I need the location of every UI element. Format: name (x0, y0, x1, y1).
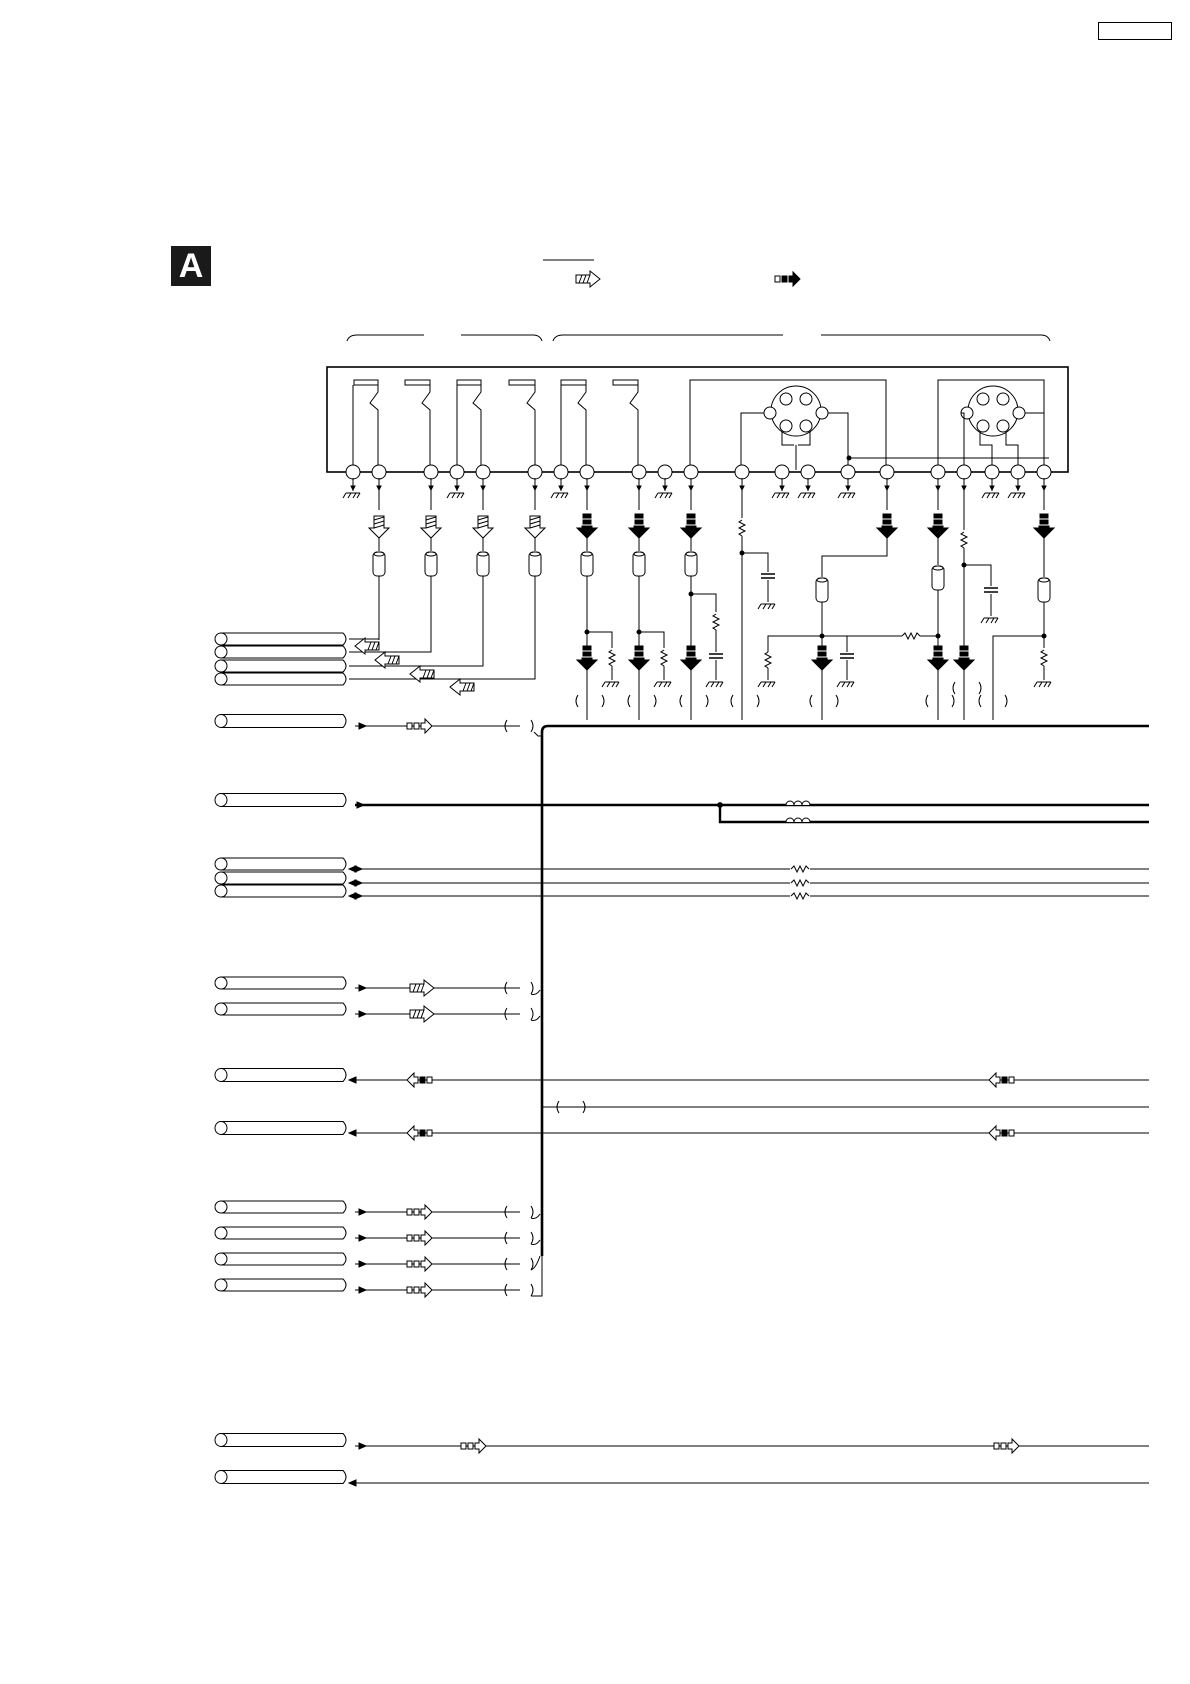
dotted-arrow-icon (577, 646, 597, 670)
connector-terminal (985, 465, 999, 479)
ground-icon (1008, 493, 1025, 498)
connector-terminal (632, 465, 646, 479)
ground-icon (343, 493, 360, 498)
left-terminal (221, 885, 346, 897)
left-terminal (221, 794, 346, 807)
dotted-arrow-icon (629, 646, 649, 670)
ground-icon (447, 493, 464, 498)
connector-terminal (554, 465, 568, 479)
connector-terminal (658, 465, 672, 479)
connector-terminal (684, 465, 698, 479)
ground-icon (837, 682, 854, 687)
left-terminal (221, 1471, 346, 1484)
left-terminal (221, 1227, 346, 1239)
left-terminal-end (215, 715, 227, 728)
left-terminal-end (215, 646, 227, 658)
hatched-arrow-icon (525, 516, 545, 538)
ferrite-bead-icon (425, 552, 437, 576)
left-terminal (221, 977, 346, 989)
left-terminal (221, 872, 346, 884)
left-terminal (221, 673, 346, 685)
left-terminal (221, 1003, 346, 1015)
connector-terminal (957, 465, 971, 479)
capacitor-icon (984, 588, 998, 592)
connector-terminal (841, 465, 855, 479)
dotted-arrow-icon (989, 1073, 1014, 1087)
hatched-arrow-icon (450, 679, 474, 695)
resistor-icon (902, 633, 920, 639)
wiring (349, 638, 1149, 1486)
coil-icon (786, 801, 810, 805)
dotted-arrow-icon (407, 1231, 432, 1245)
dotted-arrow-icon (461, 1439, 486, 1453)
dotted-arrow-icon (629, 514, 649, 538)
hatched-arrow-icon (410, 1006, 434, 1022)
resistor-icon (739, 520, 745, 536)
left-terminal (221, 633, 346, 645)
dotted-arrow-icon (577, 514, 597, 538)
connector-terminal (476, 465, 490, 479)
left-terminal (221, 646, 346, 658)
ferrite-bead-icon (932, 566, 944, 590)
left-terminal (221, 715, 346, 728)
left-terminal-end (215, 660, 227, 672)
left-terminal-end (215, 885, 227, 897)
left-terminal (221, 858, 346, 870)
connector-terminal (1037, 465, 1051, 479)
dotted-arrow-icon (775, 272, 800, 286)
dotted-arrow-icon (989, 1126, 1014, 1140)
resistor-icon (661, 650, 667, 666)
connector-terminal (880, 465, 894, 479)
connector-terminal (528, 465, 542, 479)
left-terminal-end (215, 794, 227, 807)
resistor-icon (961, 532, 967, 548)
connector-terminal (372, 465, 386, 479)
ferrite-bead-icon (581, 552, 593, 576)
left-terminal-end (215, 1279, 227, 1291)
section-marker: A (171, 246, 211, 286)
hatched-arrow-icon (410, 980, 434, 996)
bus-brackets (576, 682, 1007, 707)
connector-terminal (1011, 465, 1025, 479)
left-terminal (221, 1253, 346, 1265)
left-terminal-end (215, 673, 227, 685)
left-terminal-end (215, 633, 227, 645)
ground-icon (981, 618, 998, 623)
din-socket-icon (771, 386, 821, 436)
connector-terminal (735, 465, 749, 479)
ferrite-bead-icon (685, 552, 697, 576)
coil-icon (786, 818, 810, 822)
left-terminal-end (215, 872, 227, 884)
ground-icon (982, 493, 999, 498)
connector-terminal (346, 465, 360, 479)
dotted-arrow-icon (407, 1283, 432, 1297)
ground-icon (758, 604, 775, 609)
capacitor-icon (840, 654, 854, 658)
hatched-arrow-icon (410, 666, 434, 682)
dotted-arrow-icon (812, 646, 832, 670)
left-terminal (221, 1434, 346, 1447)
hatched-arrow-icon (421, 516, 441, 538)
ferrite-bead-icon (477, 552, 489, 576)
ferrite-bead-icon (373, 552, 385, 576)
ground-icon (551, 493, 568, 498)
dotted-arrow-icon (994, 1439, 1019, 1453)
left-terminal-end (215, 1227, 227, 1239)
left-terminal-end (215, 858, 227, 870)
left-terminal (221, 1069, 346, 1082)
ground-icon (1034, 682, 1051, 687)
capacitor-icon (709, 654, 723, 658)
legend (543, 260, 800, 287)
dotted-arrow-icon (877, 514, 897, 538)
left-terminal (221, 1122, 346, 1135)
dotted-arrow-icon (681, 514, 701, 538)
ground-icon (838, 493, 855, 498)
ground-icon (772, 493, 789, 498)
left-terminal-end (215, 1471, 227, 1484)
ferrite-bead-icon (633, 552, 645, 576)
dotted-arrow-icon (407, 1073, 432, 1087)
ferrite-bead-icon (1038, 578, 1050, 602)
dotted-arrow-icon (681, 646, 701, 670)
left-terminal (221, 1279, 346, 1291)
left-terminal-end (215, 1253, 227, 1265)
ground-icon (655, 493, 672, 498)
ferrite-bead-icon (816, 578, 828, 602)
connector-terminal (580, 465, 594, 479)
left-terminal (221, 660, 346, 672)
left-terminal-end (215, 1434, 227, 1447)
ground-icon (706, 682, 723, 687)
connector-terminals (346, 465, 1051, 490)
left-terminal-end (215, 977, 227, 989)
connector-terminal (801, 465, 815, 479)
resistor-icon (765, 652, 771, 668)
hatched-arrow-icon (473, 516, 493, 538)
dotted-arrow-icon (407, 1257, 432, 1271)
dotted-arrow-icon (954, 646, 974, 670)
ground-row (343, 478, 1025, 498)
capacitor-icon (761, 574, 775, 578)
left-terminal-end (215, 1003, 227, 1015)
dotted-arrow-icon (928, 514, 948, 538)
hatched-arrow-icon (576, 271, 600, 287)
connector-block (327, 367, 1068, 472)
connector-terminal (775, 465, 789, 479)
group-braces (347, 335, 1050, 341)
left-terminal-end (215, 1201, 227, 1213)
connector-terminal (424, 465, 438, 479)
hatched-arrow-icon (369, 516, 389, 538)
ground-icon (602, 682, 619, 687)
ground-icon (798, 493, 815, 498)
ground-icon (654, 682, 671, 687)
left-terminal (221, 1201, 346, 1213)
dotted-arrow-icon (407, 719, 432, 733)
dotted-arrow-icon (407, 1205, 432, 1219)
resistor-icon (1041, 650, 1047, 666)
dotted-arrow-icon (1034, 514, 1054, 538)
left-terminals (215, 633, 346, 1484)
connector-terminal (450, 465, 464, 479)
din-socket-icon (968, 386, 1018, 436)
connector-terminal (931, 465, 945, 479)
dotted-arrow-icon (407, 1126, 432, 1140)
resistor-icon (609, 650, 615, 666)
ferrite-bead-icon (529, 552, 541, 576)
left-terminal-end (215, 1122, 227, 1135)
ground-icon (758, 682, 775, 687)
resistor-icon (713, 614, 719, 630)
dotted-arrow-icon (928, 646, 948, 670)
left-terminal-end (215, 1069, 227, 1082)
